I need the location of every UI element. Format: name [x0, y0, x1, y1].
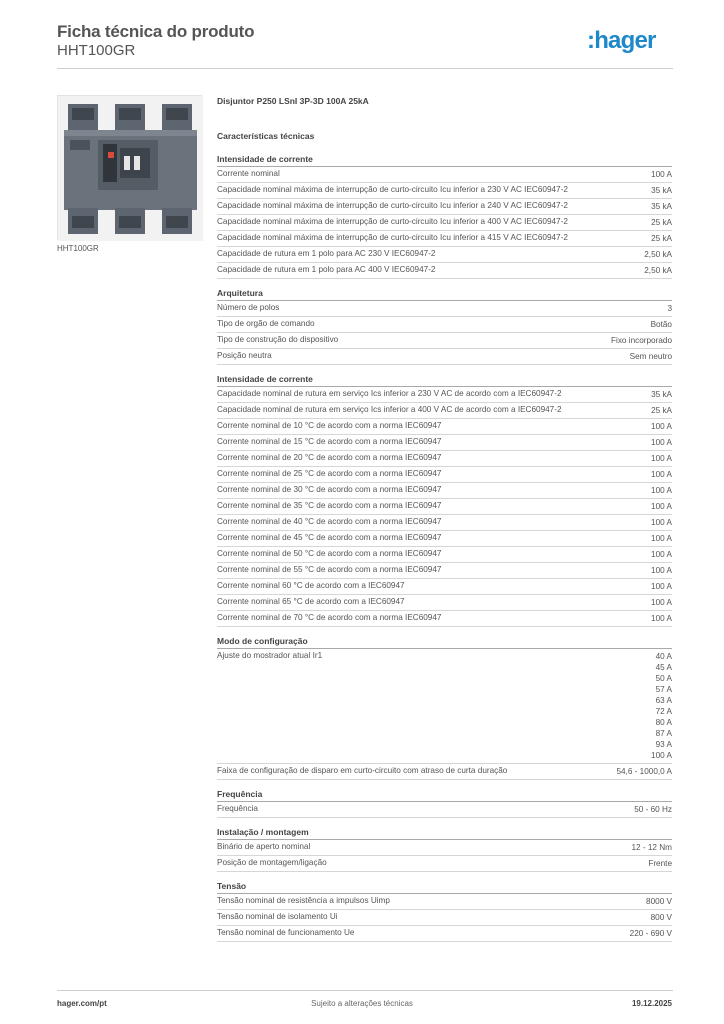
footer-notice: Sujeito a alterações técnicas: [311, 999, 413, 1008]
spec-section: [217, 374, 672, 627]
spec-row: [217, 547, 672, 563]
spec-row: [217, 802, 672, 818]
spec-value-line: 100 A: [651, 550, 672, 559]
spec-value-line: 100 A: [651, 486, 672, 495]
spec-value-line: 100 A: [651, 470, 672, 479]
spec-value: [651, 169, 672, 180]
spec-label: Corrente nominal de 50 °C de acordo com a norma IEC60947: [217, 549, 442, 558]
product-name: Disjuntor P250 LSnI 3P-3D 100A 25kA: [217, 96, 369, 106]
page-header: [57, 20, 673, 70]
spec-row: [217, 451, 672, 467]
spec-value: [651, 565, 672, 576]
spec-value: [651, 549, 672, 560]
spec-value: [651, 217, 672, 228]
spec-row: [217, 435, 672, 451]
spec-value: [651, 319, 672, 330]
spec-value: [651, 233, 672, 244]
footer-website[interactable]: hager.com/pt: [57, 999, 107, 1008]
spec-label: Corrente nominal de 15 °C de acordo com a norma IEC60947: [217, 437, 442, 446]
spec-section: [217, 881, 672, 942]
spec-section: [217, 154, 672, 279]
spec-value: [644, 265, 672, 276]
spec-label: Número de polos: [217, 303, 280, 312]
spec-value: [651, 389, 672, 400]
section-title: Intensidade de corrente: [217, 374, 672, 387]
spec-section: [217, 789, 672, 818]
spec-row: [217, 856, 672, 872]
spec-value-line: 100 A: [651, 534, 672, 543]
spec-label: Corrente nominal de 35 °C de acordo com a norma IEC60947: [217, 501, 442, 510]
spec-value: [651, 501, 672, 512]
section-title: Frequência: [217, 789, 672, 802]
spec-value-line: 100 A: [651, 438, 672, 447]
spec-row: [217, 649, 672, 764]
spec-value: [651, 405, 672, 416]
spec-value-line: 800 V: [650, 913, 672, 922]
hager-logo-text: :hager: [587, 27, 656, 54]
spec-label: Corrente nominal de 70 °C de acordo com a norma IEC60947: [217, 613, 442, 622]
spec-value-line: Sem neutro: [629, 352, 672, 361]
spec-label: Faixa de configuração de disparo em curto-circuito com atraso de curta duração: [217, 766, 508, 775]
section-title: Arquitetura: [217, 288, 672, 301]
spec-value-line: 50 A: [655, 674, 672, 683]
spec-label: Corrente nominal de 45 °C de acordo com a norma IEC60947: [217, 533, 442, 542]
spec-row: [217, 167, 672, 183]
section-title: Modo de configuração: [217, 636, 672, 649]
spec-value-line: 3: [667, 304, 672, 313]
product-reference: HHT100GR: [57, 42, 136, 59]
spec-value: [644, 249, 672, 260]
footer-divider: [57, 990, 673, 991]
spec-row: [217, 595, 672, 611]
spec-label: Capacidade de rutura em 1 polo para AC 400 V IEC60947-2: [217, 265, 436, 274]
spec-row: [217, 419, 672, 435]
spec-value: [651, 469, 672, 480]
spec-value-line: 100 A: [651, 518, 672, 527]
spec-value-line: 87 A: [655, 729, 672, 738]
spec-label: Ajuste do mostrador atual Ir1: [217, 651, 323, 660]
image-caption: HHT100GR: [57, 244, 99, 253]
spec-value-line: 2,50 kA: [644, 250, 672, 259]
spec-row: [217, 515, 672, 531]
spec-row: [217, 467, 672, 483]
spec-value: [651, 581, 672, 592]
spec-label: Posição neutra: [217, 351, 272, 360]
characteristics-heading: Características técnicas: [217, 131, 315, 141]
spec-value: [651, 421, 672, 432]
spec-value: [651, 201, 672, 212]
spec-sections: [217, 154, 672, 942]
spec-value-line: Frente: [648, 859, 672, 868]
spec-label: Tensão nominal de isolamento Ui: [217, 912, 338, 921]
spec-value: [651, 912, 672, 923]
spec-section: [217, 288, 672, 365]
spec-row: [217, 215, 672, 231]
spec-value-line: 100 A: [651, 751, 672, 760]
spec-row: [217, 263, 672, 279]
spec-label: Capacidade nominal máxima de interrupção de curto-circuito Icu inferior a 240 V AC IEC60947-2: [217, 201, 568, 210]
spec-row: [217, 183, 672, 199]
hager-logo: [587, 26, 671, 54]
spec-value-line: Botão: [650, 320, 672, 329]
spec-value-line: 100 A: [651, 170, 672, 179]
spec-value: [630, 928, 672, 939]
spec-value: [651, 485, 672, 496]
spec-row: [217, 894, 672, 910]
spec-value-line: Fixo incorporado: [611, 336, 672, 345]
spec-value: [648, 858, 672, 869]
spec-row: [217, 333, 672, 349]
spec-value-line: 45 A: [655, 663, 672, 672]
spec-value-line: 220 - 690 V: [629, 929, 672, 938]
spec-row: [217, 563, 672, 579]
spec-row: [217, 579, 672, 595]
spec-value: [651, 613, 672, 624]
spec-value-line: 93 A: [655, 740, 672, 749]
spec-row: [217, 317, 672, 333]
spec-label: Capacidade de rutura em 1 polo para AC 230 V IEC60947-2: [217, 249, 436, 258]
spec-value: [667, 303, 672, 314]
spec-label: Tipo de orgão de comando: [217, 319, 315, 328]
spec-value-line: 100 A: [651, 614, 672, 623]
spec-row: [217, 199, 672, 215]
spec-label: Capacidade nominal de rutura em serviço Ics inferior a 400 V AC de acordo com a IEC60947-2: [217, 405, 562, 414]
spec-row: [217, 531, 672, 547]
spec-value-line: 100 A: [651, 454, 672, 463]
spec-label: Tensão nominal de funcionamento Ue: [217, 928, 355, 937]
spec-value: [651, 651, 672, 761]
spec-value-line: 40 A: [655, 652, 672, 661]
spec-label: Frequência: [217, 804, 258, 813]
spec-label: Binário de aperto nominal: [217, 842, 311, 851]
spec-label: Corrente nominal: [217, 169, 280, 178]
spec-label: Capacidade nominal de rutura em serviço Ics inferior a 230 V AC de acordo com a IEC60947-2: [217, 389, 562, 398]
spec-label: Posição de montagem/ligação: [217, 858, 327, 867]
spec-value: [651, 533, 672, 544]
spec-value: [632, 842, 673, 853]
spec-value-line: 100 A: [651, 582, 672, 591]
spec-label: Corrente nominal de 20 °C de acordo com a norma IEC60947: [217, 453, 442, 462]
spec-row: [217, 301, 672, 317]
spec-label: Corrente nominal de 40 °C de acordo com a norma IEC60947: [217, 517, 442, 526]
spec-value-line: 100 A: [651, 422, 672, 431]
spec-section: [217, 827, 672, 872]
spec-row: [217, 764, 672, 780]
spec-value: [611, 335, 672, 346]
spec-value-line: 2,50 kA: [644, 266, 672, 275]
spec-value: [646, 896, 672, 907]
spec-value-line: 50 - 60 Hz: [634, 805, 672, 814]
spec-value-line: 100 A: [651, 598, 672, 607]
spec-label: Corrente nominal 60 °C de acordo com a IEC60947: [217, 581, 405, 590]
circuit-breaker-image: [57, 95, 202, 240]
page-title: Ficha técnica do produto: [57, 22, 255, 41]
spec-label: Corrente nominal de 55 °C de acordo com a norma IEC60947: [217, 565, 442, 574]
spec-value-line: 25 kA: [651, 234, 672, 243]
spec-value-line: 35 kA: [651, 390, 672, 399]
spec-section: [217, 636, 672, 780]
section-title: Intensidade de corrente: [217, 154, 672, 167]
spec-label: Capacidade nominal máxima de interrupção de curto-circuito Icu inferior a 230 V AC IEC60947-2: [217, 185, 568, 194]
spec-label: Corrente nominal de 30 °C de acordo com a norma IEC60947: [217, 485, 442, 494]
spec-value: [651, 597, 672, 608]
spec-row: [217, 611, 672, 627]
spec-value: [651, 453, 672, 464]
spec-row: [217, 910, 672, 926]
spec-row: [217, 247, 672, 263]
spec-value-line: 8000 V: [646, 897, 672, 906]
spec-value-line: 35 kA: [651, 186, 672, 195]
spec-value: [630, 351, 672, 362]
spec-label: Corrente nominal de 25 °C de acordo com a norma IEC60947: [217, 469, 442, 478]
spec-value: [651, 517, 672, 528]
spec-value-line: 25 kA: [651, 406, 672, 415]
spec-value-line: 54,6 - 1000,0 A: [616, 767, 672, 776]
spec-row: [217, 403, 672, 419]
spec-label: Tensão nominal de resistência a impulsos Uimp: [217, 896, 390, 905]
spec-value: [651, 185, 672, 196]
spec-row: [217, 349, 672, 365]
spec-value-line: 12 - 12 Nm: [631, 843, 672, 852]
spec-label: Corrente nominal 65 °C de acordo com a IEC60947: [217, 597, 405, 606]
spec-label: Tipo de construção do dispositivo: [217, 335, 339, 344]
spec-value-line: 72 A: [655, 707, 672, 716]
spec-row: [217, 231, 672, 247]
spec-value: [634, 804, 672, 815]
spec-value-line: 63 A: [655, 696, 672, 705]
spec-row: [217, 840, 672, 856]
spec-content: [217, 96, 672, 942]
section-title: Instalação / montagem: [217, 827, 672, 840]
spec-value: [651, 437, 672, 448]
spec-label: Corrente nominal de 10 °C de acordo com a norma IEC60947: [217, 421, 442, 430]
spec-value: [616, 766, 672, 777]
spec-value-line: 35 kA: [651, 202, 672, 211]
header-divider: [57, 68, 673, 69]
spec-value-line: 100 A: [651, 566, 672, 575]
spec-row: [217, 387, 672, 403]
spec-value-line: 25 kA: [651, 218, 672, 227]
spec-row: [217, 483, 672, 499]
footer-date: 19.12.2025: [631, 999, 672, 1008]
spec-label: Capacidade nominal máxima de interrupção de curto-circuito Icu inferior a 415 V AC IEC60947-2: [217, 233, 568, 242]
spec-value-line: 80 A: [655, 718, 672, 727]
section-title: Tensão: [217, 881, 672, 894]
spec-value-line: 100 A: [651, 502, 672, 511]
spec-row: [217, 926, 672, 942]
spec-label: Capacidade nominal máxima de interrupção de curto-circuito Icu inferior a 400 V AC IEC60947-2: [217, 217, 568, 226]
spec-row: [217, 499, 672, 515]
spec-value-line: 57 A: [655, 685, 672, 694]
